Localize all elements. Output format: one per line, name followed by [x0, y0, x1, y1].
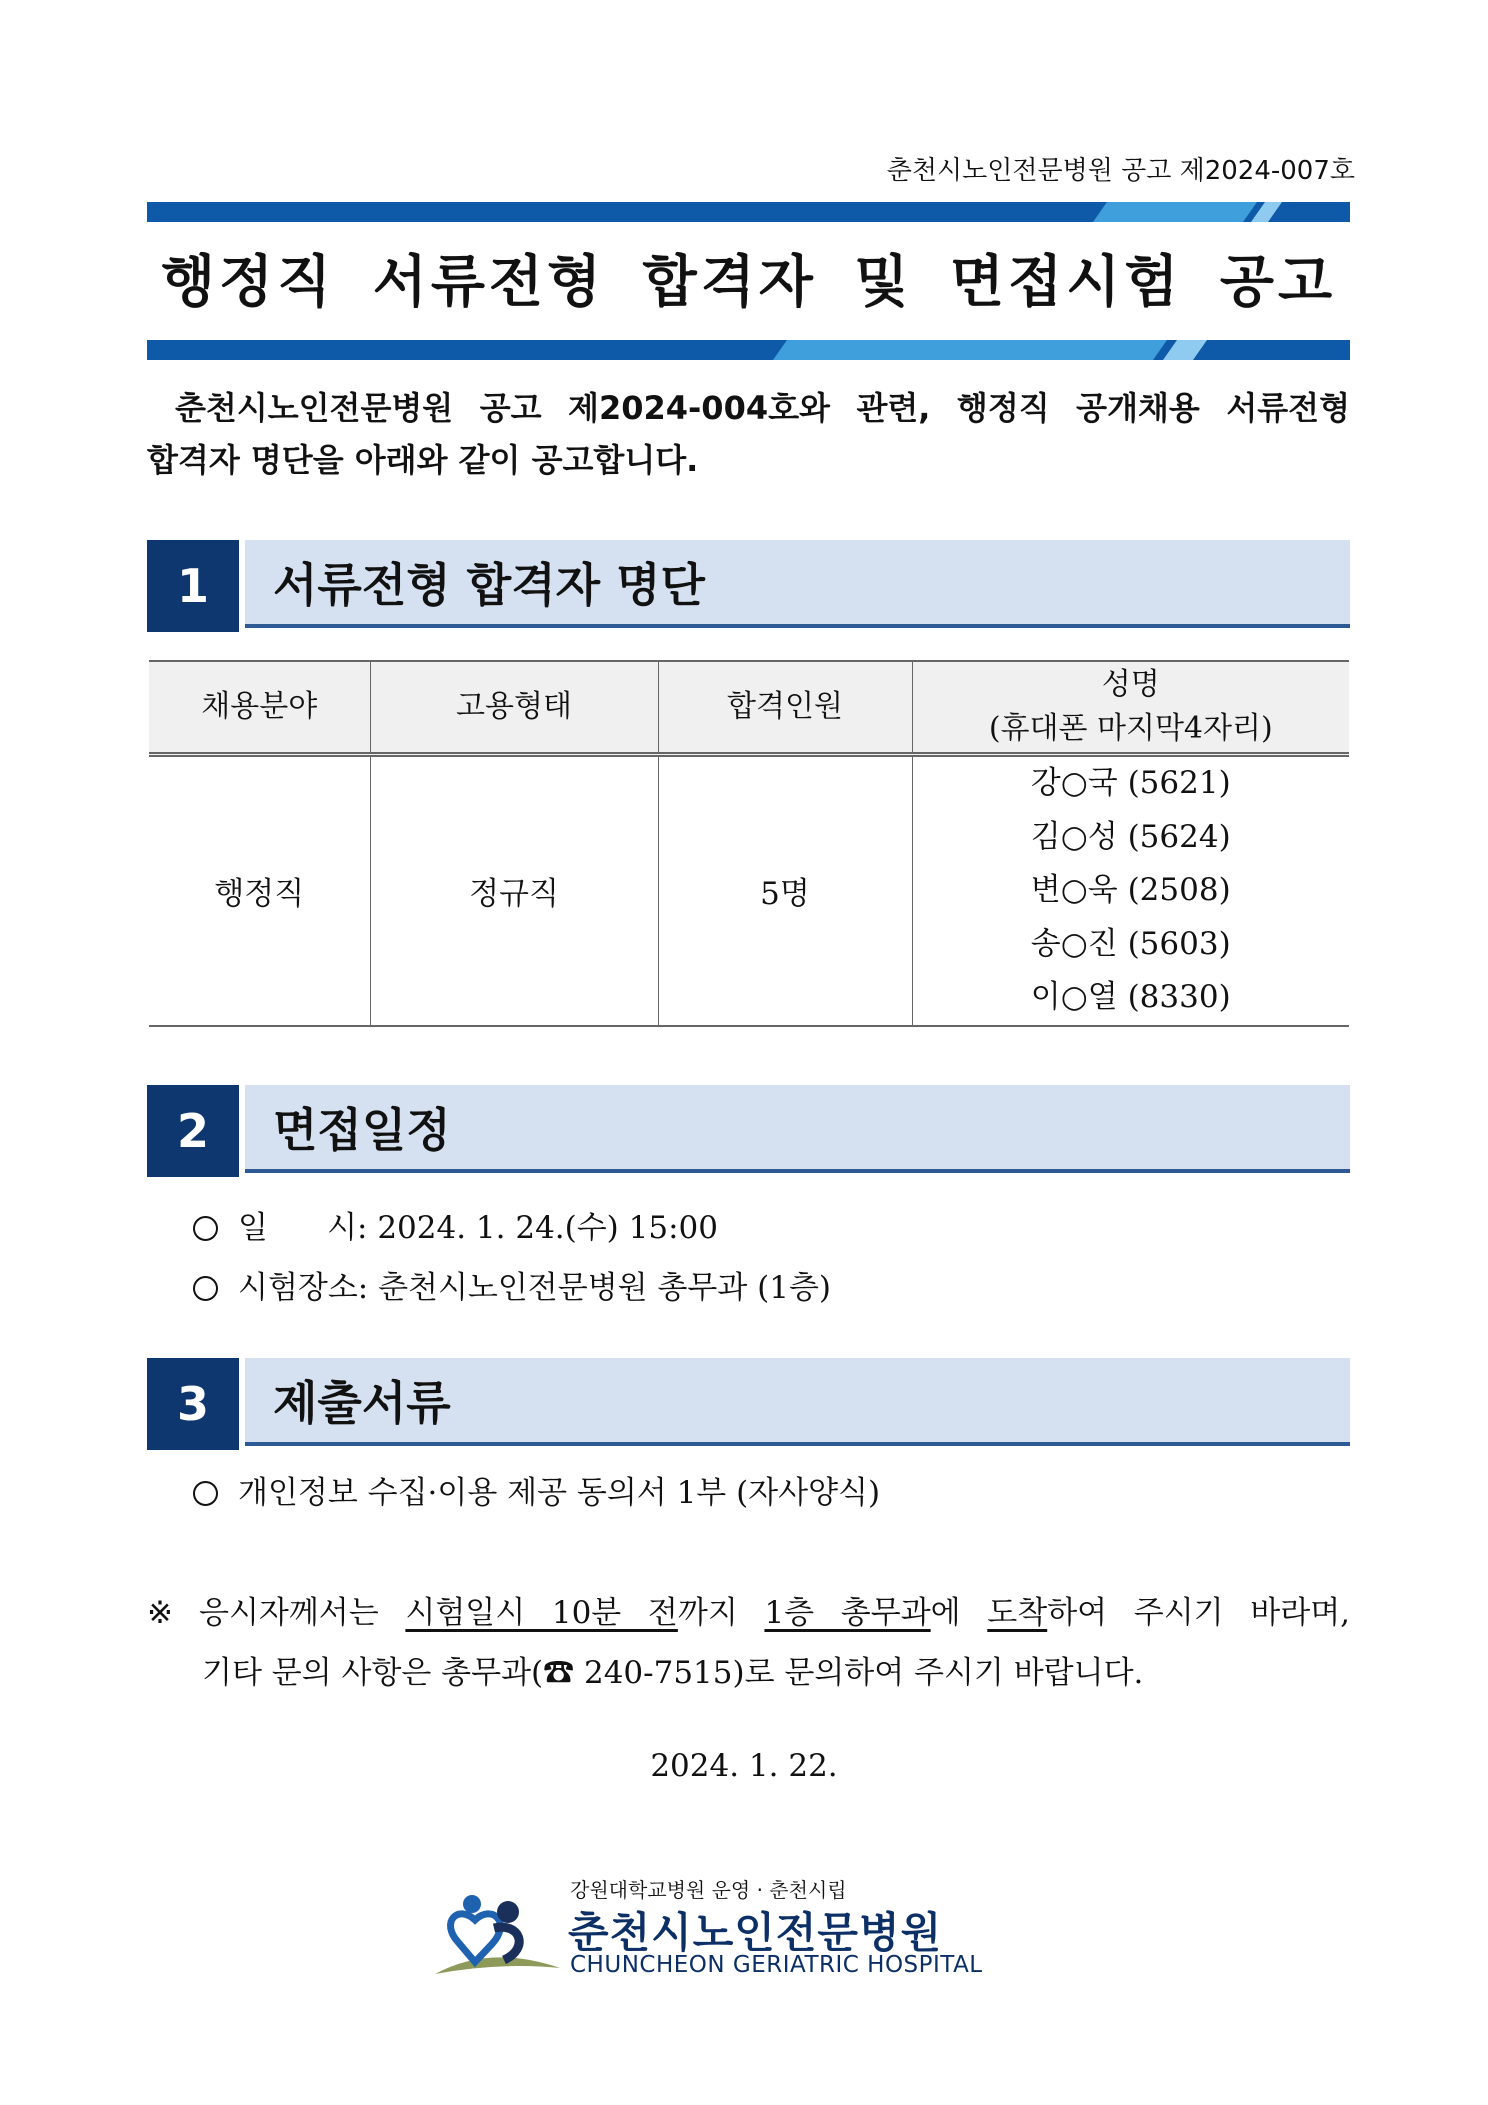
required-documents-list — [193, 1463, 880, 1523]
section-3-header — [147, 1358, 1350, 1450]
table-row — [149, 755, 1349, 1026]
interview-schedule-list — [193, 1198, 831, 1318]
passer-name: 이○열 (8330) — [1030, 979, 1231, 1015]
intro-line-2: 합격자 명단을 아래와 같이 공고합니다. — [147, 441, 699, 479]
logo-korean-name: 춘천시노인전문병원 — [568, 1908, 943, 1957]
schedule-location: 시험장소: 춘천시노인전문병원 총무과 (1층) — [238, 1270, 831, 1306]
note-line-1: ※ 응시자께서는 시험일시 10분 전까지 1층 총무과에 도착하여 주시기 바라며, — [147, 1583, 1350, 1643]
section-2-number: 2 — [147, 1085, 239, 1177]
section-1-title: 서류전형 합격자 명단 — [245, 540, 1350, 628]
circle-bullet-icon — [193, 1481, 218, 1506]
applicant-note — [147, 1583, 1350, 1703]
underlined-office: 1층 총무과 — [764, 1595, 931, 1631]
schedule-datetime: 일 시: 2024. 1. 24.(수) 15:00 — [238, 1210, 718, 1246]
list-item — [193, 1258, 831, 1318]
hospital-emblem-icon — [430, 1882, 565, 1977]
section-3-number: 3 — [147, 1358, 239, 1450]
header-name — [912, 661, 1349, 755]
logo-affiliation: 강원대학교병원 운영 · 춘천시립 — [570, 1878, 847, 1902]
note-line-2: 기타 문의 사항은 총무과(☎ 240-7515)로 문의하여 주시기 바랍니다. — [202, 1655, 1144, 1691]
section-3-title: 제출서류 — [245, 1358, 1350, 1446]
result-table — [149, 660, 1349, 1027]
cell-field: 행정직 — [149, 755, 370, 1026]
section-2-title: 면접일정 — [245, 1085, 1350, 1173]
underlined-exam-time: 시험일시 10분 전 — [405, 1595, 678, 1631]
underlined-arrival: 도착 — [987, 1595, 1048, 1631]
circle-bullet-icon — [193, 1216, 218, 1241]
section-2-header — [147, 1085, 1350, 1177]
title-banner-top-bar — [147, 202, 1350, 222]
intro-paragraph — [147, 382, 1350, 486]
header-field: 채용분야 — [149, 661, 370, 755]
passer-name: 강○국 (5621) — [1030, 765, 1231, 801]
required-document: 개인정보 수집·이용 제공 동의서 1부 (자사양식) — [238, 1475, 881, 1511]
header-name-sub: (휴대폰 마지막4자리) — [988, 711, 1273, 746]
logo-english-name: CHUNCHEON GERIATRIC HOSPITAL — [570, 1952, 983, 1978]
reference-mark-icon: ※ — [147, 1595, 173, 1631]
section-1-number: 1 — [147, 540, 239, 632]
passer-name: 송○진 (5603) — [1030, 925, 1231, 962]
intro-line-1: 춘천시노인전문병원 공고 제2024-004호와 관련, 행정직 공개채용 서류전형 — [175, 389, 1350, 427]
cell-employment-type: 정규직 — [370, 755, 658, 1026]
hospital-logo — [430, 1870, 1030, 1980]
header-employment-type: 고용형태 — [370, 661, 658, 755]
passer-name: 변○욱 (2508) — [1030, 872, 1231, 908]
table-header-row — [149, 661, 1349, 755]
header-name-label: 성명 — [1101, 667, 1160, 702]
title-banner-bottom-bar — [147, 340, 1350, 360]
list-item — [193, 1198, 831, 1258]
announcement-date: 2024. 1. 22. — [650, 1748, 838, 1784]
notice-number: 춘천시노인전문병원 공고 제2024-007호 — [886, 156, 1355, 186]
passer-name: 김○성 (5624) — [1030, 818, 1231, 855]
page-title: 행정직 서류전형 합격자 및 면접시험 공고 — [160, 250, 1337, 315]
circle-bullet-icon — [193, 1276, 218, 1301]
header-pass-count: 합격인원 — [658, 661, 912, 755]
section-1-header — [147, 540, 1350, 632]
list-item — [193, 1463, 880, 1523]
cell-names — [912, 755, 1349, 1026]
cell-pass-count: 5명 — [658, 755, 912, 1026]
